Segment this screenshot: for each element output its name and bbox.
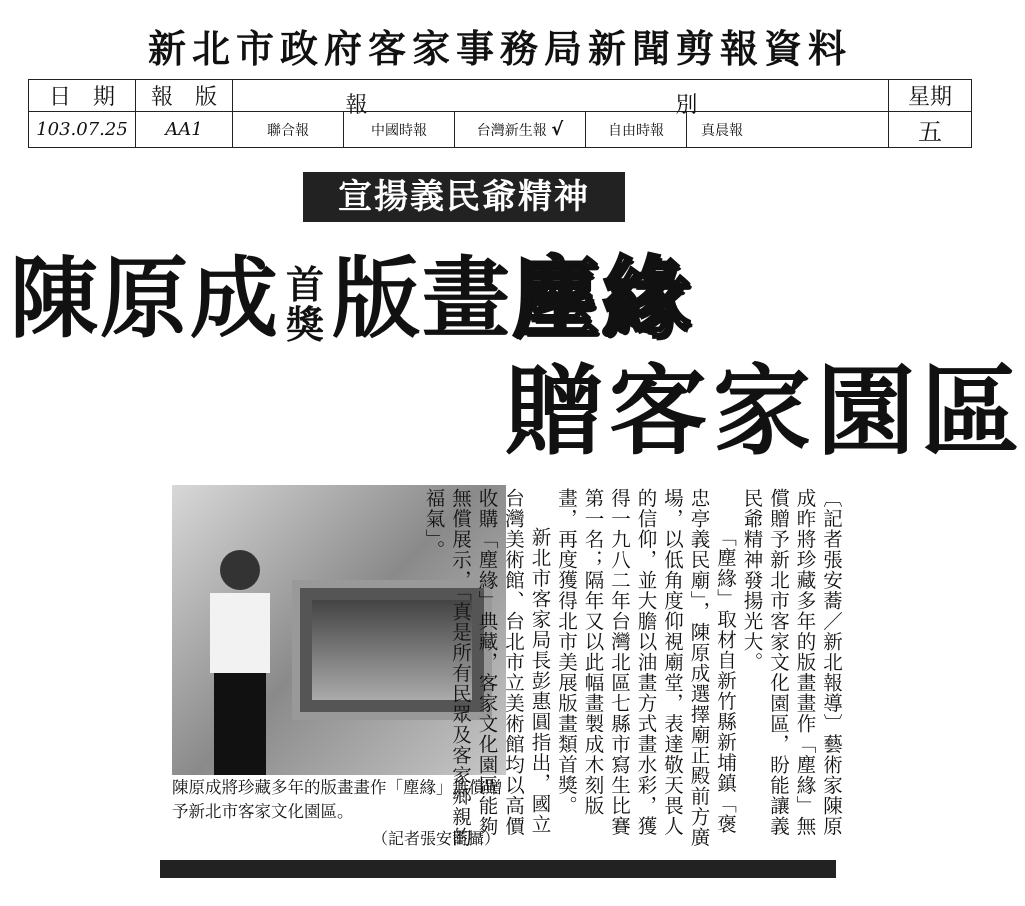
article-paragraph: 新北市客家局長彭惠圓指出，國立台灣美術館、台北市立美術館均以高價收購「塵緣」典藏，客家文化園區能夠無償展示，「真是所有民眾及客家鄉親的福氣」。 <box>422 488 552 848</box>
paper-tsn <box>455 112 586 148</box>
headline-line2: 贈客家園區 <box>505 355 1025 469</box>
date-header: 日 期 <box>29 80 136 112</box>
weekday-value: 五 <box>889 112 972 148</box>
paper-header-left <box>233 80 889 118</box>
paper-zhenchen: 真晨報 <box>687 112 889 148</box>
paper-ltn: 自由時報 <box>586 112 687 148</box>
paper-chinatimes: 中國時報 <box>344 112 455 148</box>
headline-work-title: 塵緣 <box>512 247 693 350</box>
headline-print: 版畫 <box>332 247 513 350</box>
headline-award-top: 首 <box>286 263 327 308</box>
article-kicker: 宣揚義民爺精神 <box>303 172 625 222</box>
clipping-info-table <box>28 79 972 148</box>
bottom-rule <box>160 860 836 878</box>
article-paragraph: 「塵緣」取材自新竹縣新埔鎮「褒忠亭義民廟」，陳原成選擇廟正殿前方廣場，以低角度仰視廟堂，表達敬天畏人的信仰，並大膽以油畫方式畫水彩，獲得一九八二年台灣北區七縣市寫生比賽第一名；隔年又以此幅畫製成木刻版畫，再度獲得北市美展版畫類首獎。 <box>555 488 737 848</box>
headline-award <box>284 263 328 348</box>
article-paragraph: 〔記者張安蕎／新北報導〕藝術家陳原成昨將珍藏多年的版畫畫作「塵緣」無償贈予新北市客家文化園區，盼能讓義民爺精神發揚光大。 <box>740 488 843 837</box>
person-figure <box>190 525 290 775</box>
edition-value: AA1 <box>136 112 233 148</box>
paper-udn: 聯合報 <box>233 112 344 148</box>
paper-header-right-char: 別 <box>675 93 698 118</box>
photo-credit: （記者張安蕎攝） <box>371 829 500 848</box>
headline-name: 陳原成 <box>10 247 281 350</box>
headline-award-bottom: 獎 <box>286 303 327 348</box>
weekday-header: 星期 <box>889 80 972 112</box>
edition-header: 報 版 <box>136 80 233 112</box>
check-mark: √ <box>551 119 564 140</box>
headline-line1 <box>10 244 692 354</box>
date-value: 103.07.25 <box>29 112 136 148</box>
photo-caption: 陳原成將珍藏多年的版畫畫作「塵緣」無償贈予新北市客家文化園區。 <box>172 778 502 821</box>
clipping-title: 新北市政府客家事務局新聞剪報資料 <box>147 26 852 71</box>
paper-tsn-label: 台灣新生報 <box>476 123 547 139</box>
paper-header-left-char: 報 <box>345 93 368 118</box>
